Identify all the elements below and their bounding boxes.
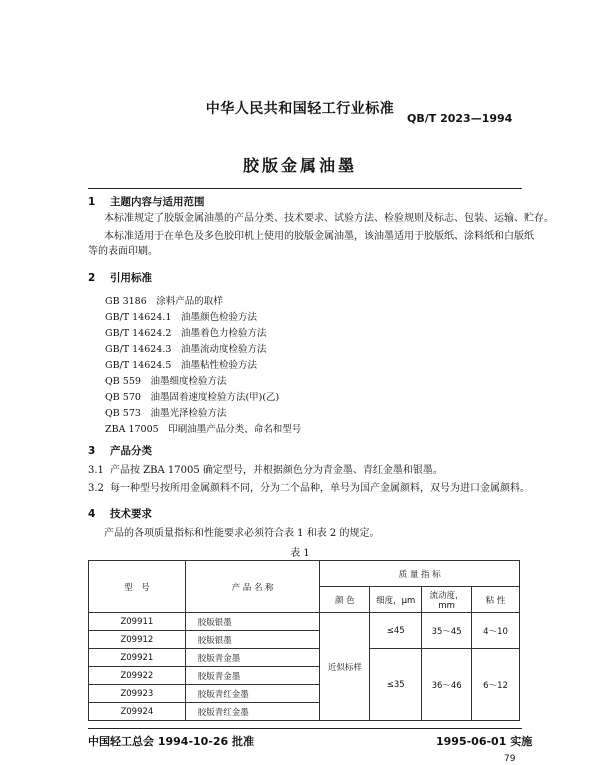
col-header-color: 颜 色 <box>320 587 370 613</box>
col-header-fineness: 细度，μm <box>370 587 422 613</box>
cell-fineness: ≤45 <box>370 613 422 649</box>
reference-item: GB/T 14624.2 油墨着色力检验方法 <box>105 328 267 339</box>
cell-tack: 4～10 <box>472 613 520 649</box>
cell-model: Z09911 <box>89 613 186 631</box>
implementation-line: 1995-06-01 实施 <box>436 735 533 748</box>
reference-item: GB/T 14624.1 油墨颜色检验方法 <box>105 312 257 323</box>
cell-name: 胶版青红金墨 <box>185 703 320 721</box>
reference-item: GB/T 14624.3 油墨流动度检验方法 <box>105 344 267 355</box>
cell-fluidity: 35～45 <box>422 613 472 649</box>
cell-model: Z09912 <box>89 631 186 649</box>
reference-item: GB/T 14624.5 油墨粘性检验方法 <box>105 360 257 371</box>
clause-3-2: 3.2 每一种型号按所用金属颜料不同，分为二个品种，单号为国产金属颜料，双号为进口金属颜料。 <box>88 483 530 494</box>
section-1-paragraph-2-cont: 等的表面印刷。 <box>88 246 158 257</box>
col-header-name: 产 品 名 称 <box>185 561 320 613</box>
cell-model: Z09921 <box>89 649 186 667</box>
page-number: 79 <box>504 754 516 764</box>
table-row <box>89 613 520 631</box>
col-header-fluidity: 流动度，mm <box>422 587 472 613</box>
reference-item: QB 559 油墨细度检验方法 <box>105 376 227 387</box>
cell-name: 胶版青金墨 <box>185 667 320 685</box>
section-3-heading: 3 产品分类 <box>88 445 152 457</box>
section-2-heading: 2 引用标准 <box>88 272 152 284</box>
cell-model: Z09924 <box>89 703 186 721</box>
section-4-heading: 4 技术要求 <box>88 508 152 520</box>
quality-table <box>88 560 520 721</box>
approval-line: 中国轻工总会 1994-10-26 批准 <box>88 735 255 748</box>
reference-item: QB 570 油墨固着速度检验方法(甲)(乙) <box>105 392 280 403</box>
table-caption: 表 1 <box>290 548 310 559</box>
reference-item: QB 573 油墨光泽检验方法 <box>105 408 227 419</box>
col-header-tack: 粘 性 <box>472 587 520 613</box>
cell-model: Z09922 <box>89 667 186 685</box>
col-header-quality: 质 量 指 标 <box>320 561 520 587</box>
cell-tack: 6～12 <box>472 649 520 721</box>
col-header-model: 型 号 <box>89 561 186 613</box>
cell-name: 胶版青红金墨 <box>185 685 320 703</box>
section-1-heading: 1 主题内容与适用范围 <box>88 196 205 208</box>
cell-name: 胶版银墨 <box>185 613 320 631</box>
footer-rule <box>88 728 522 729</box>
cell-name: 胶版青金墨 <box>185 649 320 667</box>
section-1-paragraph-1: 本标准规定了胶版金属油墨的产品分类、技术要求、试验方法、检验规则及标志、包装、运输、贮存。 <box>104 213 554 224</box>
reference-item: ZBA 17005 印刷油墨产品分类、命名和型号 <box>105 424 302 435</box>
reference-item: GB 3186 涂料产品的取样 <box>105 296 223 307</box>
cell-fineness: ≤35 <box>370 649 422 721</box>
cell-fluidity: 36～46 <box>422 649 472 721</box>
clause-3-1: 3.1 产品按 ZBA 17005 确定型号，并根据颜色分为青金墨、青红金墨和银墨。 <box>88 465 443 476</box>
header-rule <box>88 188 522 189</box>
cell-name: 胶版银墨 <box>185 631 320 649</box>
document-title: 胶版金属油墨 <box>242 156 357 175</box>
cell-model: Z09923 <box>89 685 186 703</box>
issuing-authority: 中华人民共和国轻工行业标准 <box>205 101 395 117</box>
section-1-paragraph-2: 本标准适用于在单色及多色胶印机上使用的胶版金属油墨，该油墨适用于胶版纸、涂料纸和白版纸 <box>104 231 534 242</box>
section-4-paragraph: 产品的各项质量指标和性能要求必须符合表 1 和表 2 的规定。 <box>104 528 380 539</box>
standard-code: QB/T 2023—1994 <box>407 112 513 125</box>
table-row <box>89 649 520 667</box>
cell-color: 近似标样 <box>320 613 370 721</box>
